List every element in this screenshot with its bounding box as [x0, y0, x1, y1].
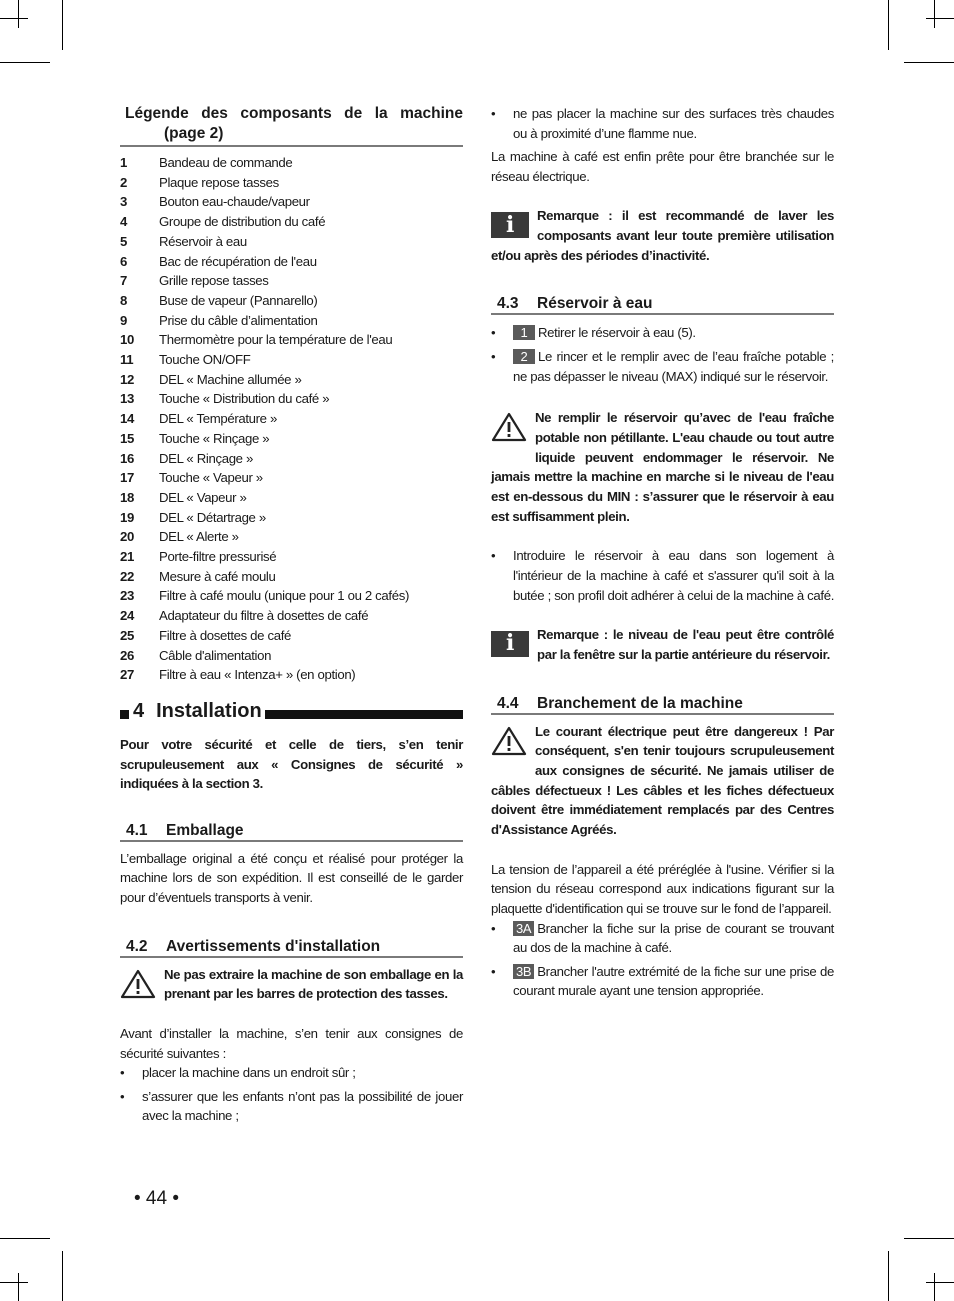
legend-number: 21 — [120, 549, 134, 565]
legend-number: 1 — [120, 155, 127, 170]
bullet-dot: • — [491, 548, 496, 564]
legend-number: 15 — [120, 430, 134, 446]
chapter-number: 4 — [133, 700, 145, 723]
legend-list — [120, 153, 463, 685]
legend-label: Réservoir à eau — [159, 233, 247, 249]
legend-number: 2 — [120, 174, 127, 190]
legend-title — [120, 104, 463, 147]
crop-mark — [0, 1238, 50, 1239]
list-item — [491, 546, 834, 605]
warning-text: Ne remplir le réservoir qu’avec de l'eau fraîche potable non pétillante. L'eau chaude ou tout autre liquide peuvent endommager le réservoir. Ne jamais mettre la machine en marche si le niveau de l'eau est en-dessous du MIN : s’assurer que le réservoir à eau est suffisamment plein. — [491, 410, 834, 524]
crop-mark — [18, 0, 19, 28]
legend-item — [120, 626, 463, 646]
legend-item — [120, 488, 463, 508]
legend-item — [120, 252, 463, 272]
legend-number: 19 — [120, 509, 134, 525]
legend-label: Groupe de distribution du café — [159, 214, 326, 230]
section-4-2-heading — [120, 938, 463, 958]
legend-label: Thermomètre pour la température de l'eau — [159, 332, 393, 348]
legend-label: DEL « Température » — [159, 411, 277, 427]
section-4-1-heading — [120, 822, 463, 842]
legend-label: DEL « Rinçage » — [159, 450, 253, 466]
section-number: 4.1 — [126, 821, 148, 839]
legend-label: Porte-filtre pressurisé — [159, 549, 277, 565]
crop-mark — [926, 18, 954, 19]
legend-number: 27 — [120, 667, 134, 683]
legend-title-text: Légende des composants de la machine — [125, 105, 463, 122]
section-4-4-heading — [491, 695, 834, 715]
crop-mark — [0, 18, 28, 19]
step-badge: 2 — [513, 349, 535, 364]
step-text: Brancher l'autre extrémité de la fiche sur une prise de courant murale ayant une tension appropriée. — [513, 963, 834, 999]
bullet-dot: • — [491, 325, 496, 341]
bullet-dot: • — [120, 1065, 125, 1081]
legend-item — [120, 547, 463, 567]
step-badge: 3B — [513, 964, 534, 979]
info-glyph: i — [491, 212, 529, 238]
warning-icon — [491, 726, 527, 762]
legend-item — [120, 468, 463, 488]
list-item — [120, 1087, 463, 1126]
legend-number: 3 — [120, 194, 127, 210]
legend-item — [120, 665, 463, 685]
step-text: Brancher la fiche sur la prise de courant se trouvant au dos de la machine à café. — [513, 920, 834, 956]
install-intro: Avant d’installer la machine, s’en tenir aux consignes de sécurité suivantes : — [120, 1025, 463, 1061]
legend-number: 7 — [120, 273, 127, 289]
legend-number: 20 — [120, 529, 134, 545]
legend-number: 18 — [120, 489, 134, 505]
step-item — [491, 347, 834, 386]
legend-item — [120, 192, 463, 212]
legend-item — [120, 429, 463, 449]
legend-label: Filtre à dosettes de café — [159, 627, 291, 643]
legend-label: Touche « Vapeur » — [159, 470, 263, 486]
legend-item — [120, 449, 463, 469]
legend-label: Adaptateur du filtre à dosettes de café — [159, 608, 369, 624]
section-4-3-heading — [491, 295, 834, 315]
step-item — [491, 962, 834, 1001]
page-number: • 44 • — [134, 1188, 179, 1209]
legend-number: 5 — [120, 233, 127, 249]
step-badge: 3A — [513, 921, 534, 936]
section-title: Emballage — [166, 821, 244, 839]
chapter-heading — [120, 699, 463, 725]
legend-item — [120, 153, 463, 173]
legend-label: DEL « Machine allumée » — [159, 371, 302, 387]
note-text: Remarque : il est recommandé de laver les composants avant leur toute première utilisation et/ou après des périodes d’inactivité. — [491, 208, 834, 263]
crop-mark — [18, 1273, 19, 1301]
legend-label: Buse de vapeur (Pannarello) — [159, 292, 318, 308]
crop-mark — [0, 1282, 28, 1283]
step-badge: 1 — [513, 325, 535, 340]
legend-label: Touche « Distribution du café » — [159, 391, 330, 407]
crop-mark — [904, 1238, 954, 1239]
legend-label: DEL « Vapeur » — [159, 489, 247, 505]
legend-item — [120, 271, 463, 291]
bullet-text: placer la machine dans un endroit sûr ; — [142, 1065, 356, 1081]
legend-title-page: (page 2) — [164, 125, 224, 142]
legend-label: DEL « Détartrage » — [159, 509, 266, 525]
section-number: 4.4 — [497, 694, 519, 712]
chapter-intro: Pour votre sécurité et celle de tiers, s’en tenir scrupuleusement aux « Consignes de sécurité » indiquées à la section 3. — [120, 736, 463, 792]
section-title: Avertissements d'installation — [166, 937, 381, 955]
bullet-dot: • — [491, 106, 496, 121]
legend-number: 12 — [120, 371, 134, 387]
heading-square — [120, 710, 129, 719]
legend-item — [120, 212, 463, 232]
warning-block — [120, 965, 463, 1004]
legend-number: 13 — [120, 391, 134, 407]
legend-label: Grille repose tasses — [159, 273, 269, 289]
crop-mark — [62, 0, 63, 50]
bullet-dot: • — [491, 920, 496, 936]
legend-label: Prise du câble d’alimentation — [159, 312, 318, 328]
legend-number: 8 — [120, 292, 127, 308]
legend-item — [120, 232, 463, 252]
legend-label: Filtre à eau « Intenza+ » (en option) — [159, 667, 356, 683]
info-icon — [491, 212, 529, 238]
legend-number: 17 — [120, 470, 134, 486]
legend-label: Touche ON/OFF — [159, 352, 251, 368]
legend-number: 4 — [120, 214, 127, 230]
bullet-text: s’assurer que les enfants n’ont pas la possibilité de jouer avec la machine ; — [142, 1088, 463, 1124]
step-item — [491, 323, 834, 343]
legend-number: 25 — [120, 627, 134, 643]
legend-label: Bac de récupération de l'eau — [159, 253, 317, 269]
legend-number: 14 — [120, 411, 134, 427]
warning-block — [491, 408, 834, 526]
legend-label: Bandeau de commande — [159, 155, 293, 170]
info-note — [491, 625, 834, 664]
heading-bar — [265, 710, 463, 719]
crop-mark — [934, 1273, 935, 1301]
legend-label: Bouton eau-chaude/vapeur — [159, 194, 310, 210]
legend-number: 24 — [120, 608, 134, 624]
info-glyph: i — [491, 631, 529, 657]
bullet-dot: • — [491, 349, 496, 365]
voltage-text: La tension de l’appareil a été préréglée à l'usine. Vérifier si la tension du réseau correspond aux indications figurant sur la plaquette d'identification qui se trouve sur le fond de l’appareil. — [491, 861, 834, 917]
legend-label: Filtre à café moulu (unique pour 1 ou 2 cafés) — [159, 588, 409, 604]
warning-text: Le courant électrique peut être dangereux ! Par conséquent, s'en tenir toujours scrupuleusement aux consignes de sécurité. Ne jamais utiliser de câbles défectueux ! Les câbles et les fiches défectueux doivent être immédiatement remplacés par des Centres d'Assistance Agréés. — [491, 723, 834, 838]
info-note — [491, 206, 834, 265]
legend-item — [120, 291, 463, 311]
legend-number: 23 — [120, 588, 134, 604]
section-title: Branchement de la machine — [537, 694, 743, 712]
legend-item — [120, 508, 463, 528]
legend-label: Touche « Rinçage » — [159, 430, 270, 446]
warning-block — [491, 722, 834, 840]
bullet-dot: • — [491, 963, 496, 979]
warning-icon — [120, 969, 156, 1005]
legend-item — [120, 350, 463, 370]
crop-mark — [888, 1251, 889, 1301]
legend-item — [120, 646, 463, 666]
ready-text: La machine à café est enfin prête pour être branchée sur le réseau électrique. — [491, 149, 834, 184]
legend-number: 6 — [120, 253, 127, 269]
section-4-1-text: L’emballage original a été conçu et réalisé pour protéger la machine lors de son expédition. Il est conseillé de le garder pour d’éventuels transports à venir. — [120, 850, 463, 905]
legend-item — [120, 370, 463, 390]
legend-number: 9 — [120, 312, 127, 328]
list-item — [120, 1063, 463, 1083]
crop-mark — [62, 1251, 63, 1301]
legend-number: 22 — [120, 568, 134, 584]
legend-item — [120, 409, 463, 429]
warning-text: Ne pas extraire la machine de son emballage en la prenant par les barres de protection des tasses. — [164, 966, 463, 1002]
step-text: Retirer le réservoir à eau (5). — [538, 325, 696, 341]
legend-item — [120, 586, 463, 606]
crop-mark — [888, 0, 889, 50]
legend-label: Plaque repose tasses — [159, 174, 279, 190]
crop-mark — [0, 62, 50, 63]
section-number: 4.2 — [126, 937, 148, 955]
legend-item — [120, 527, 463, 547]
legend-item — [120, 311, 463, 331]
legend-label: Câble d'alimentation — [159, 647, 272, 663]
step-text: Le rincer et le remplir avec de l’eau fraîche potable ; ne pas dépasser le niveau (MAX) indiqué sur le réservoir. — [513, 349, 834, 384]
legend-number: 26 — [120, 647, 134, 663]
info-icon — [491, 631, 529, 657]
crop-mark — [926, 1282, 954, 1283]
bullet-text: Introduire le réservoir à eau dans son logement à l'intérieur de la machine à café et s'assurer qu'il soit à la butée ; son profil doit adhérer à celui de la machine à café. — [513, 548, 835, 603]
legend-item — [120, 606, 463, 626]
legend-number: 10 — [120, 332, 134, 348]
legend-label: DEL « Alerte » — [159, 529, 239, 545]
step-item — [491, 919, 834, 958]
bullet-text: ne pas placer la machine sur des surfaces très chaudes ou à proximité d’une flamme nue. — [513, 106, 834, 141]
legend-label: Mesure à café moulu — [159, 568, 276, 584]
legend-number: 11 — [120, 352, 134, 368]
legend-item — [120, 330, 463, 350]
legend-number: 16 — [120, 450, 134, 466]
section-title: Réservoir à eau — [537, 295, 653, 313]
list-item — [491, 104, 834, 143]
crop-mark — [934, 0, 935, 28]
note-text: Remarque : le niveau de l'eau peut être contrôlé par la fenêtre sur la partie antérieure du réservoir. — [537, 627, 834, 662]
bullet-dot: • — [120, 1088, 125, 1104]
legend-item — [120, 389, 463, 409]
warning-icon — [491, 412, 527, 448]
chapter-title: Installation — [156, 700, 262, 723]
right-column — [491, 104, 834, 1001]
legend-item — [120, 173, 463, 193]
left-column — [120, 104, 463, 1126]
section-number: 4.3 — [497, 295, 519, 313]
legend-item — [120, 567, 463, 587]
crop-mark — [904, 62, 954, 63]
